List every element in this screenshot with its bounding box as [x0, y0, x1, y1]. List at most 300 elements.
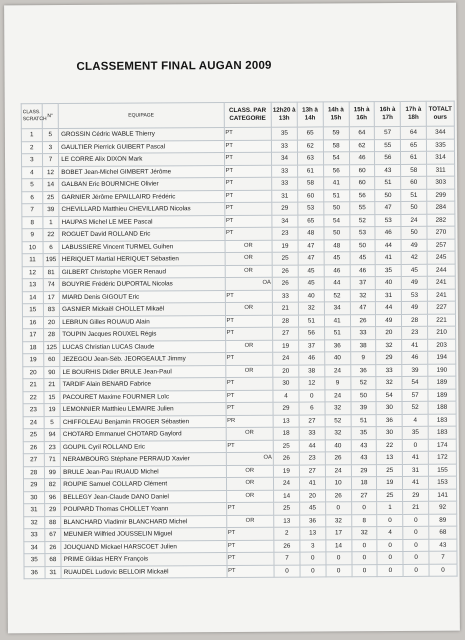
cell-hour-6: 52 — [402, 401, 428, 414]
cell-hour-1: 25 — [272, 252, 298, 265]
cell-number: 5 — [42, 129, 59, 142]
cell-hour-4: 50 — [350, 389, 376, 402]
cell-hour-3: 44 — [324, 277, 350, 290]
cell-category: PT — [224, 140, 272, 153]
cell-number: 3 — [42, 141, 59, 154]
cell-hour-5: 0 — [377, 539, 403, 552]
table-header-row — [21, 101, 454, 129]
cell-hour-6: 54 — [402, 376, 428, 389]
cell-total: 183 — [428, 414, 456, 427]
cell-hour-2: 38 — [299, 364, 325, 377]
cell-rank: 19 — [23, 354, 44, 367]
cell-category: PT — [224, 215, 272, 228]
cell-hour-6: 4 — [402, 414, 428, 427]
cell-number: 195 — [43, 254, 60, 267]
cell-hour-6: 0 — [403, 551, 429, 564]
cell-hour-3: 24 — [325, 464, 351, 477]
cell-hour-6: 50 — [401, 201, 427, 214]
cell-hour-6: 41 — [403, 451, 429, 464]
cell-team: TARDIF Alain BENARD Fabrice — [60, 378, 225, 392]
cell-rank: 36 — [24, 566, 45, 579]
cell-hour-3: 51 — [324, 327, 350, 340]
cell-rank: 10 — [22, 241, 43, 254]
cell-team: MEUNIER Wilfried JOUSSELIN Miguel — [61, 528, 226, 542]
cell-number: 74 — [43, 279, 60, 292]
cell-category: OA — [225, 277, 273, 290]
cell-hour-5: 57 — [375, 126, 401, 139]
cell-category: PT — [225, 377, 273, 390]
cell-team: ROUPIE Samuel COLLARD Clément — [61, 478, 226, 492]
cell-total: 221 — [428, 314, 456, 327]
cell-total: 190 — [428, 364, 456, 377]
cell-hour-5: 51 — [375, 176, 401, 189]
cell-hour-3: 24 — [325, 389, 351, 402]
cell-rank: 32 — [24, 516, 45, 529]
cell-hour-2: 51 — [298, 314, 324, 327]
cell-hour-2: 37 — [299, 339, 325, 352]
cell-rank: 30 — [24, 491, 45, 504]
cell-hour-2: 60 — [298, 189, 324, 202]
cell-hour-4: 8 — [351, 514, 377, 527]
cell-hour-5: 32 — [376, 376, 402, 389]
cell-hour-1: 18 — [273, 427, 299, 440]
cell-hour-6: 41 — [403, 476, 429, 489]
cell-total: 314 — [427, 151, 455, 164]
cell-hour-5: 40 — [376, 276, 402, 289]
cell-hour-4: 50 — [350, 239, 376, 252]
results-table — [21, 101, 458, 580]
cell-hour-2: 45 — [298, 277, 324, 290]
cell-hour-5: 0 — [377, 514, 403, 527]
cell-hour-3: 48 — [324, 239, 350, 252]
col-number: N° — [42, 104, 59, 129]
cell-hour-5: 1 — [377, 501, 403, 514]
cell-hour-1: 26 — [273, 452, 299, 465]
cell-number: 19 — [44, 404, 61, 417]
cell-team: TOUPIN Jacques ROUXEL Régis — [60, 328, 225, 342]
cell-hour-5: 47 — [375, 201, 401, 214]
cell-hour-6: 53 — [402, 289, 428, 302]
cell-team: GASNIER Mickaël CHOLLET Mikaël — [60, 303, 225, 317]
cell-team: BRULE Jean-Pau IRUAUD Michel — [61, 465, 226, 479]
cell-number: 20 — [43, 316, 60, 329]
cell-total: 92 — [429, 501, 457, 514]
cell-hour-4: 52 — [350, 377, 376, 390]
cell-hour-2: 65 — [297, 127, 323, 140]
cell-total: 245 — [427, 251, 455, 264]
cell-hour-6: 0 — [403, 526, 429, 539]
cell-team: ROGUET David ROLLAND Eric — [59, 228, 224, 242]
cell-hour-4: 55 — [349, 202, 375, 215]
cell-hour-6: 46 — [402, 351, 428, 364]
cell-category: PT — [224, 190, 272, 203]
cell-hour-6: 49 — [401, 239, 427, 252]
cell-total: 0 — [429, 564, 457, 577]
cell-hour-4: 43 — [351, 452, 377, 465]
cell-rank: 9 — [22, 229, 43, 242]
cell-hour-1: 33 — [271, 140, 297, 153]
cell-hour-4: 0 — [351, 552, 377, 565]
cell-hour-1: 24 — [274, 477, 300, 490]
cell-number: 99 — [44, 466, 61, 479]
cell-total: 282 — [427, 214, 455, 227]
cell-number: 68 — [45, 554, 62, 567]
cell-category: PT — [225, 327, 273, 340]
cell-number: 5 — [44, 416, 61, 429]
cell-hour-4: 0 — [352, 564, 378, 577]
cell-total: 270 — [427, 226, 455, 239]
cell-number: 94 — [44, 429, 61, 442]
cell-hour-2: 58 — [298, 177, 324, 190]
cell-rank: 15 — [22, 304, 43, 317]
cell-hour-3: 26 — [325, 489, 351, 502]
col-hour-4: 15h à 16h — [349, 102, 375, 127]
cell-rank: 11 — [22, 254, 43, 267]
cell-hour-3: 0 — [325, 502, 351, 515]
cell-hour-2: 45 — [300, 502, 326, 515]
cell-team: HAUPAS Michel LE MEE Pascal — [59, 215, 224, 229]
cell-hour-3: 0 — [326, 564, 352, 577]
cell-hour-2: 53 — [298, 202, 324, 215]
cell-hour-4: 47 — [350, 302, 376, 315]
cell-number: 125 — [43, 341, 60, 354]
cell-number: 82 — [44, 479, 61, 492]
cell-hour-6: 0 — [403, 539, 429, 552]
cell-hour-4: 33 — [350, 327, 376, 340]
cell-hour-5: 31 — [376, 289, 402, 302]
cell-hour-1: 20 — [273, 365, 299, 378]
cell-total: 189 — [428, 389, 456, 402]
cell-team: JOUQUAND Mickael HARSCOET Julien — [61, 540, 226, 554]
cell-team: GROSSIN Cédric WABLE Thierry — [59, 128, 224, 142]
cell-hour-3: 14 — [326, 539, 352, 552]
cell-category: OR — [226, 465, 274, 478]
cell-number: 71 — [44, 454, 61, 467]
cell-hour-3: 51 — [323, 189, 349, 202]
cell-team: LE CORRE Alix DIXON Mark — [59, 153, 224, 167]
cell-category: OR — [225, 365, 273, 378]
cell-number: 22 — [43, 229, 60, 242]
cell-hour-1: 34 — [272, 215, 298, 228]
cell-hour-2: 46 — [299, 352, 325, 365]
col-hour-6: 17h à 18h — [400, 101, 426, 126]
cell-number: 15 — [44, 391, 61, 404]
cell-team: CHIFFOLEAU Benjamin FROGER Sébastien — [60, 415, 225, 429]
cell-hour-6: 49 — [402, 301, 428, 314]
cell-team: HERIQUET Martial HERIQUET Sébastien — [59, 253, 224, 267]
cell-category: PT — [226, 527, 274, 540]
cell-team: CHOTARD Emmanuel CHOTARD Gaylord — [60, 428, 225, 442]
cell-hour-2: 3 — [300, 539, 326, 552]
col-hour-5: 16h à 17h — [375, 101, 401, 126]
cell-hour-3: 41 — [323, 177, 349, 190]
cell-hour-5: 30 — [376, 401, 402, 414]
cell-category: PT — [224, 202, 272, 215]
cell-number: 31 — [45, 566, 62, 579]
cell-category: PT — [225, 315, 273, 328]
cell-hour-2: 13 — [300, 527, 326, 540]
cell-hour-5: 32 — [376, 339, 402, 352]
table-row — [24, 564, 457, 579]
cell-rank: 33 — [24, 529, 45, 542]
cell-hour-4: 46 — [349, 152, 375, 165]
cell-hour-3: 40 — [324, 352, 350, 365]
cell-hour-1: 19 — [272, 240, 298, 253]
cell-hour-6: 23 — [402, 326, 428, 339]
cell-total: 189 — [428, 376, 456, 389]
cell-hour-3: 50 — [324, 227, 350, 240]
cell-hour-4: 60 — [349, 177, 375, 190]
cell-hour-4: 18 — [351, 477, 377, 490]
cell-hour-1: 34 — [272, 152, 298, 165]
cell-number: 23 — [44, 441, 61, 454]
cell-hour-2: 27 — [299, 464, 325, 477]
cell-number: 39 — [42, 204, 59, 217]
cell-total: 344 — [426, 126, 454, 139]
cell-hour-1: 29 — [273, 402, 299, 415]
cell-hour-6: 51 — [401, 189, 427, 202]
cell-number: 26 — [45, 541, 62, 554]
cell-hour-5: 0 — [377, 564, 403, 577]
cell-category: OR — [226, 477, 274, 490]
cell-hour-3: 50 — [324, 202, 350, 215]
cell-total: 303 — [427, 176, 455, 189]
cell-hour-4: 29 — [351, 464, 377, 477]
cell-hour-3: 36 — [324, 339, 350, 352]
cell-total: 172 — [428, 451, 456, 464]
cell-category: OR — [225, 302, 273, 315]
cell-hour-5: 35 — [376, 264, 402, 277]
cell-total: 183 — [428, 426, 456, 439]
cell-rank: 2 — [21, 141, 42, 154]
cell-hour-5: 54 — [376, 389, 402, 402]
cell-hour-4: 60 — [349, 164, 375, 177]
cell-rank: 18 — [23, 341, 44, 354]
cell-hour-5: 0 — [377, 551, 403, 564]
cell-hour-2: 56 — [298, 327, 324, 340]
cell-total: 153 — [429, 476, 457, 489]
cell-total: 89 — [429, 514, 457, 527]
cell-hour-3: 54 — [324, 214, 350, 227]
cell-hour-3: 17 — [325, 527, 351, 540]
cell-hour-4: 53 — [349, 227, 375, 240]
cell-hour-5: 25 — [377, 464, 403, 477]
cell-hour-1: 33 — [272, 165, 298, 178]
cell-hour-6: 29 — [403, 489, 429, 502]
cell-category: PT — [226, 402, 274, 415]
cell-hour-3: 9 — [325, 377, 351, 390]
cell-number: 60 — [43, 354, 60, 367]
cell-hour-6: 28 — [402, 314, 428, 327]
cell-team: JEZEGOU Jean-Séb. JEORGEAULT Jimmy — [60, 353, 225, 367]
cell-team: LUCAS Christian LUCAS Claude — [60, 340, 225, 354]
cell-total: 311 — [427, 164, 455, 177]
col-class-scratch: CLASS. SCRATCH — [21, 104, 42, 129]
cell-hour-6: 0 — [403, 514, 429, 527]
cell-hour-6: 41 — [402, 339, 428, 352]
cell-rank: 14 — [22, 291, 43, 304]
cell-rank: 34 — [24, 541, 45, 554]
cell-hour-3: 45 — [324, 252, 350, 265]
cell-hour-4: 26 — [350, 314, 376, 327]
cell-total: 227 — [427, 301, 455, 314]
cell-hour-4: 32 — [351, 527, 377, 540]
cell-hour-2: 44 — [299, 439, 325, 452]
cell-hour-6: 39 — [402, 364, 428, 377]
cell-hour-3: 32 — [325, 514, 351, 527]
cell-hour-1: 21 — [272, 302, 298, 315]
cell-hour-6: 45 — [401, 264, 427, 277]
cell-hour-2: 0 — [300, 564, 326, 577]
cell-hour-5: 22 — [377, 439, 403, 452]
cell-hour-2: 20 — [299, 489, 325, 502]
cell-number: 29 — [44, 504, 61, 517]
cell-hour-6: 65 — [401, 139, 427, 152]
cell-hour-5: 20 — [376, 326, 402, 339]
cell-hour-4: 0 — [351, 502, 377, 515]
cell-total: 7 — [429, 551, 457, 564]
cell-hour-3: 32 — [325, 402, 351, 415]
cell-hour-4: 56 — [349, 189, 375, 202]
cell-hour-2: 47 — [298, 239, 324, 252]
cell-hour-5: 19 — [377, 476, 403, 489]
cell-number: 83 — [43, 304, 60, 317]
cell-hour-3: 40 — [325, 439, 351, 452]
cell-hour-3: 54 — [323, 152, 349, 165]
cell-hour-6: 35 — [402, 426, 428, 439]
cell-rank: 1 — [21, 129, 42, 142]
cell-hour-2: 27 — [299, 414, 325, 427]
cell-category: OR — [225, 240, 273, 253]
cell-hour-1: 7 — [274, 552, 300, 565]
cell-number: 81 — [43, 266, 60, 279]
cell-hour-1: 33 — [272, 290, 298, 303]
cell-hour-5: 46 — [375, 226, 401, 239]
cell-rank: 25 — [23, 429, 44, 442]
cell-hour-2: 12 — [299, 377, 325, 390]
cell-hour-4: 46 — [350, 264, 376, 277]
cell-hour-1: 2 — [274, 527, 300, 540]
cell-hour-6: 64 — [401, 126, 427, 139]
cell-category: OR — [225, 340, 273, 353]
cell-hour-3: 46 — [324, 264, 350, 277]
cell-team: RUAUDEL Ludovic BELLOIR Mickaël — [61, 565, 226, 579]
cell-hour-3: 0 — [326, 552, 352, 565]
cell-hour-2: 0 — [300, 552, 326, 565]
cell-number: 12 — [42, 166, 59, 179]
cell-hour-4: 51 — [351, 414, 377, 427]
cell-number: 88 — [44, 516, 61, 529]
cell-team: LEBRUN Gilles ROUAUD Alain — [60, 315, 225, 329]
cell-category: PT — [224, 165, 272, 178]
cell-hour-1: 23 — [272, 227, 298, 240]
cell-hour-2: 48 — [298, 227, 324, 240]
cell-team: NERAMBOURG Stéphane PERRAUD Xavier — [61, 453, 226, 467]
col-total: TOTALT ours — [426, 101, 454, 126]
cell-team: BOUYRIE Frédéric DUPORTAL Nicolas — [59, 278, 224, 292]
cell-category: PT — [225, 390, 273, 403]
cell-category: OR — [226, 490, 274, 503]
cell-hour-6: 0 — [403, 564, 429, 577]
cell-hour-1: 33 — [272, 177, 298, 190]
cell-rank: 29 — [23, 479, 44, 492]
cell-hour-2: 47 — [298, 252, 324, 265]
cell-hour-5: 44 — [375, 239, 401, 252]
cell-hour-2: 32 — [298, 302, 324, 315]
cell-team: BELLEGY Jean-Claude DANO Daniel — [61, 490, 226, 504]
cell-team: LEMONNIER Matthieu LEMAIRE Julien — [60, 403, 225, 417]
cell-hour-2: 63 — [297, 152, 323, 165]
cell-hour-5: 4 — [377, 526, 403, 539]
cell-category: PT — [226, 552, 274, 565]
cell-rank: 16 — [22, 316, 43, 329]
cell-hour-1: 30 — [273, 377, 299, 390]
cell-hour-4: 45 — [350, 252, 376, 265]
cell-team: MIARD Denis GIGOUT Eric — [60, 290, 225, 304]
cell-hour-2: 23 — [299, 452, 325, 465]
cell-total: 68 — [429, 526, 457, 539]
cell-hour-5: 53 — [375, 214, 401, 227]
cell-hour-3: 52 — [325, 414, 351, 427]
cell-hour-6: 21 — [403, 501, 429, 514]
cell-total: 241 — [427, 276, 455, 289]
cell-total: 257 — [427, 239, 455, 252]
cell-hour-4: 9 — [350, 352, 376, 365]
cell-category: OR — [226, 427, 274, 440]
cell-hour-6: 57 — [402, 389, 428, 402]
cell-hour-1: 13 — [274, 515, 300, 528]
cell-hour-6: 49 — [401, 276, 427, 289]
cell-hour-3: 26 — [325, 452, 351, 465]
cell-category: PT — [227, 565, 275, 578]
cell-hour-3: 58 — [323, 139, 349, 152]
cell-total: 299 — [427, 189, 455, 202]
cell-hour-3: 52 — [324, 289, 350, 302]
cell-category: PR — [226, 415, 274, 428]
cell-number: 90 — [43, 366, 60, 379]
cell-category: PT — [225, 290, 273, 303]
cell-hour-1: 28 — [273, 315, 299, 328]
results-sheet — [4, 3, 460, 634]
cell-hour-3: 34 — [324, 302, 350, 315]
cell-category: OR — [225, 252, 273, 265]
cell-rank: 28 — [23, 466, 44, 479]
cell-category: OR — [226, 515, 274, 528]
cell-hour-5: 30 — [377, 426, 403, 439]
cell-hour-2: 41 — [299, 477, 325, 490]
cell-hour-2: 45 — [298, 264, 324, 277]
cell-hour-4: 38 — [350, 339, 376, 352]
cell-hour-6: 60 — [401, 176, 427, 189]
cell-rank: 35 — [24, 554, 45, 567]
cell-hour-1: 29 — [272, 202, 298, 215]
cell-category: PT — [224, 152, 272, 165]
cell-category: PT — [226, 502, 274, 515]
cell-hour-4: 36 — [350, 364, 376, 377]
cell-category: PT — [225, 352, 273, 365]
cell-hour-1: 4 — [273, 390, 299, 403]
cell-hour-4: 62 — [349, 139, 375, 152]
cell-hour-2: 33 — [299, 427, 325, 440]
cell-hour-5: 55 — [375, 139, 401, 152]
col-hour-2: 13h à 14h — [297, 102, 323, 127]
cell-rank: 3 — [21, 154, 42, 167]
cell-rank: 8 — [22, 216, 43, 229]
page-title: CLASSEMENT FINAL AUGAN 2009 — [76, 59, 272, 73]
cell-number: 96 — [44, 491, 61, 504]
cell-category: PT — [224, 177, 272, 190]
cell-total: 284 — [427, 201, 455, 214]
